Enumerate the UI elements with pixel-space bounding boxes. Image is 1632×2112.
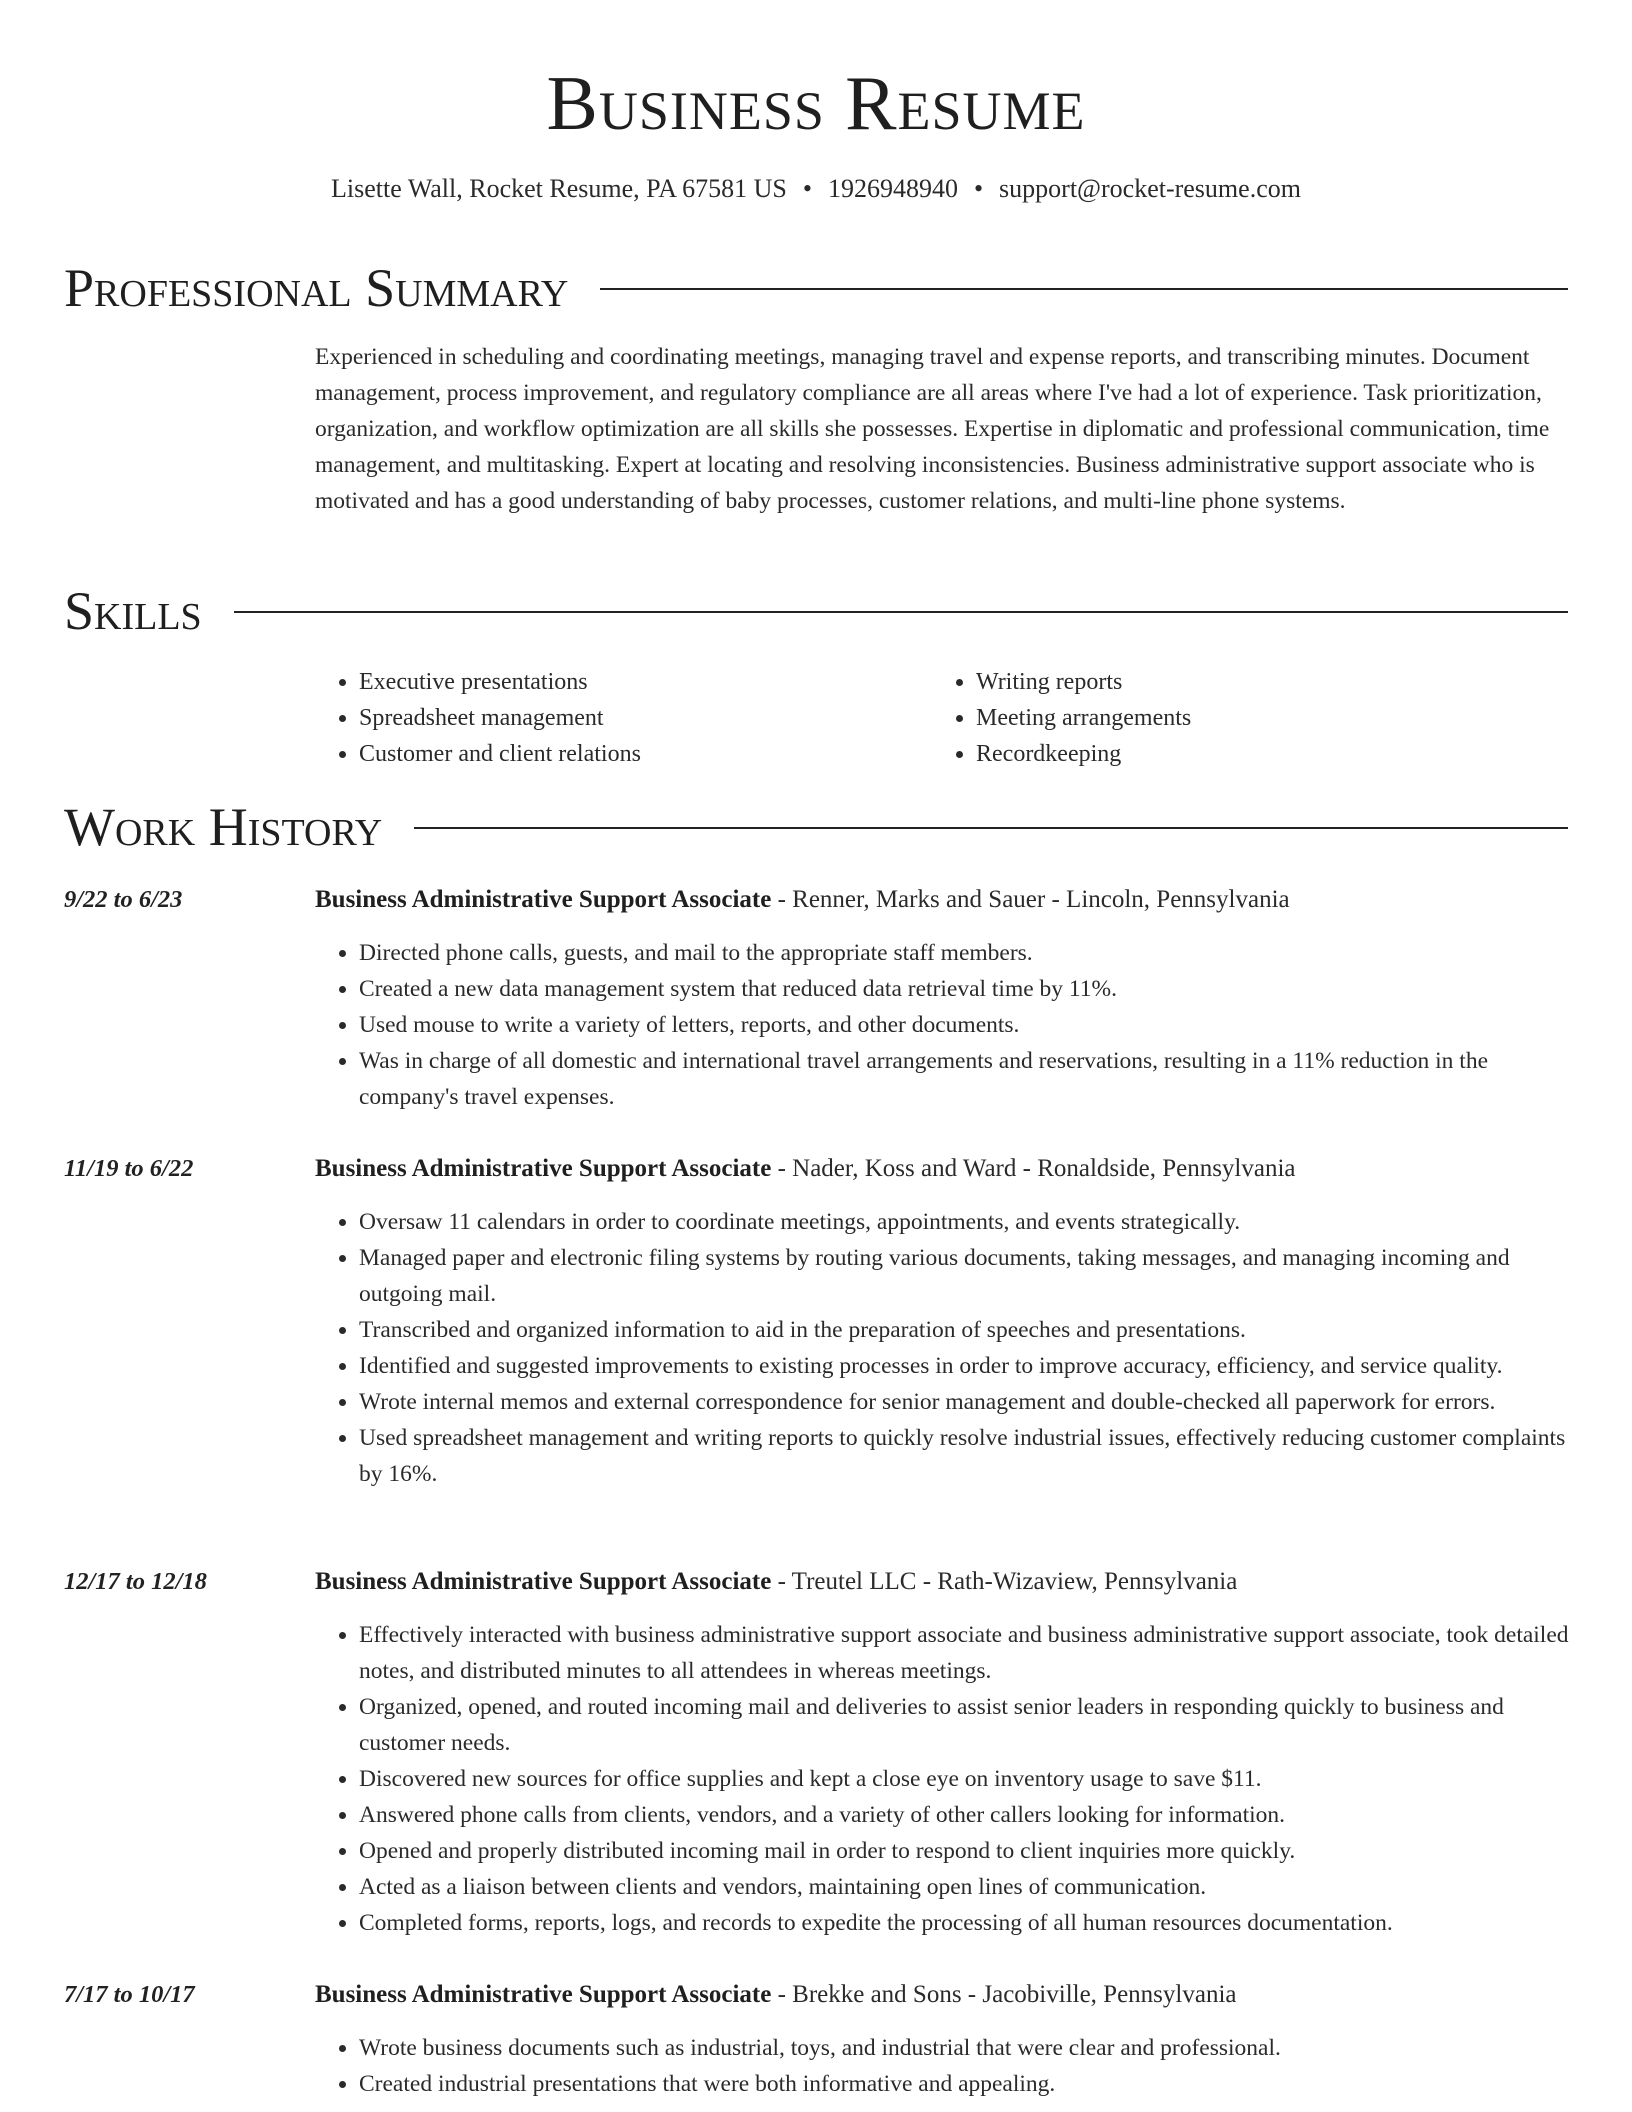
job-bullets [315,2030,1570,2102]
job-bullet: • Effectively interacted with business administrative support associate and business administrative support associate, took detailed notes, and distributed minutes to all attendees in whereas meetings. [359,1617,1570,1689]
job-role: Business Administrative Support Associate [315,1568,772,1595]
skill-item: • Recordkeeping [976,736,1549,772]
summary-heading-label: Professional Summary [64,258,569,318]
work-history-heading-label: Work History [64,797,383,857]
job-bullet: • Directed phone calls, guests, and mail to the appropriate staff members. [359,935,1570,971]
skill-item: • Spreadsheet management [359,700,932,736]
contact-line [0,172,1632,206]
contact-separator: • [802,174,812,203]
contact-phone: 1926948940 [827,174,958,203]
skill-item: • Meeting arrangements [976,700,1549,736]
job-company-location: - Brekke and Sons - Jacobiville, Pennsylvania [771,1981,1237,2008]
job-dates: 7/17 to 10/17 [64,1981,195,2008]
job-company-location: - Renner, Marks and Sauer - Lincoln, Pennsylvania [771,886,1290,913]
skills-column-right [932,664,1549,772]
job-header [315,1978,1570,2012]
summary-heading [64,256,1568,320]
skills-column-left [315,664,932,772]
job-dates: 11/19 to 6/22 [64,1155,194,1182]
job-bullet: • Discovered new sources for office supplies and kept a close eye on inventory usage to save $11. [359,1761,1570,1797]
contact-email: support@rocket-resume.com [999,174,1301,203]
job-role: Business Administrative Support Associate [315,1981,772,2008]
job-header [315,1565,1570,1599]
job-bullets [315,935,1570,1115]
skills-heading [64,579,1568,643]
contact-address: Lisette Wall, Rocket Resume, PA 67581 US [331,174,787,203]
job-bullet: • Answered phone calls from clients, vendors, and a variety of other callers looking for information. [359,1797,1570,1833]
job-bullet: • Was in charge of all domestic and international travel arrangements and reservations, resulting in a 11% reduction in the company's travel expenses. [359,1043,1570,1115]
job-bullets [315,1204,1570,1492]
summary-divider [600,288,1568,290]
job-role: Business Administrative Support Associate [315,1155,772,1182]
skills-heading-label: Skills [64,581,202,641]
job-bullet: • Used spreadsheet management and writing reports to quickly resolve industrial issues, effectively reducing customer complaints by 16%. [359,1420,1570,1492]
job-bullet: • Acted as a liaison between clients and vendors, maintaining open lines of communication. [359,1869,1570,1905]
skills-list [315,664,1570,772]
job-role: Business Administrative Support Associate [315,886,772,913]
job-dates: 9/22 to 6/23 [64,886,183,913]
job-header [315,883,1570,917]
skill-item: • Writing reports [976,664,1549,700]
job-bullet: • Completed forms, reports, logs, and records to expedite the processing of all human resources documentation. [359,1905,1570,1941]
job-bullets [315,1617,1570,1941]
job-bullet: • Used mouse to write a variety of letters, reports, and other documents. [359,1007,1570,1043]
skills-divider [234,611,1568,613]
skill-item: • Customer and client relations [359,736,932,772]
job-bullet: • Managed paper and electronic filing systems by routing various documents, taking messages, and managing incoming and outgoing mail. [359,1240,1570,1312]
work-history-divider [414,827,1568,829]
job-header [315,1152,1570,1186]
work-history-heading [64,795,1568,859]
job-bullet: • Created industrial presentations that were both informative and appealing. [359,2066,1570,2102]
job-bullet: • Oversaw 11 calendars in order to coordinate meetings, appointments, and events strategically. [359,1204,1570,1240]
job-company-location: - Nader, Koss and Ward - Ronaldside, Pennsylvania [771,1155,1296,1182]
resume-title: Business Resume [546,60,1086,146]
skill-item: • Executive presentations [359,664,932,700]
summary-text: Experienced in scheduling and coordinating meetings, managing travel and expense reports, and transcribing minutes. Document management, process improvement, and regulatory compliance are all areas where I've had a lot of experience. Task prioritization, organization, and workflow optimization are all skills she possesses. Expertise in diplomatic and professional communication, time management, and multitasking. Expert at locating and resolving inconsistencies. Business administrative support associate who is motivated and has a good understanding of baby processes, customer relations, and multi-line phone systems. [315,344,1550,514]
job-bullet: • Organized, opened, and routed incoming mail and deliveries to assist senior leaders in responding quickly to business and customer needs. [359,1689,1570,1761]
job-bullet: • Created a new data management system that reduced data retrieval time by 11%. [359,971,1570,1007]
job-bullet: • Identified and suggested improvements to existing processes in order to improve accuracy, efficiency, and service quality. [359,1348,1570,1384]
job-bullet: • Transcribed and organized information to aid in the preparation of speeches and presentations. [359,1312,1570,1348]
job-bullet: • Opened and properly distributed incoming mail in order to respond to client inquiries more quickly. [359,1833,1570,1869]
job-company-location: - Treutel LLC - Rath-Wizaview, Pennsylvania [771,1568,1238,1595]
job-bullet: • Wrote business documents such as industrial, toys, and industrial that were clear and professional. [359,2030,1570,2066]
job-dates: 12/17 to 12/18 [64,1568,207,1595]
job-bullet: • Wrote internal memos and external correspondence for senior management and double-checked all paperwork for errors. [359,1384,1570,1420]
contact-separator: • [973,174,984,203]
